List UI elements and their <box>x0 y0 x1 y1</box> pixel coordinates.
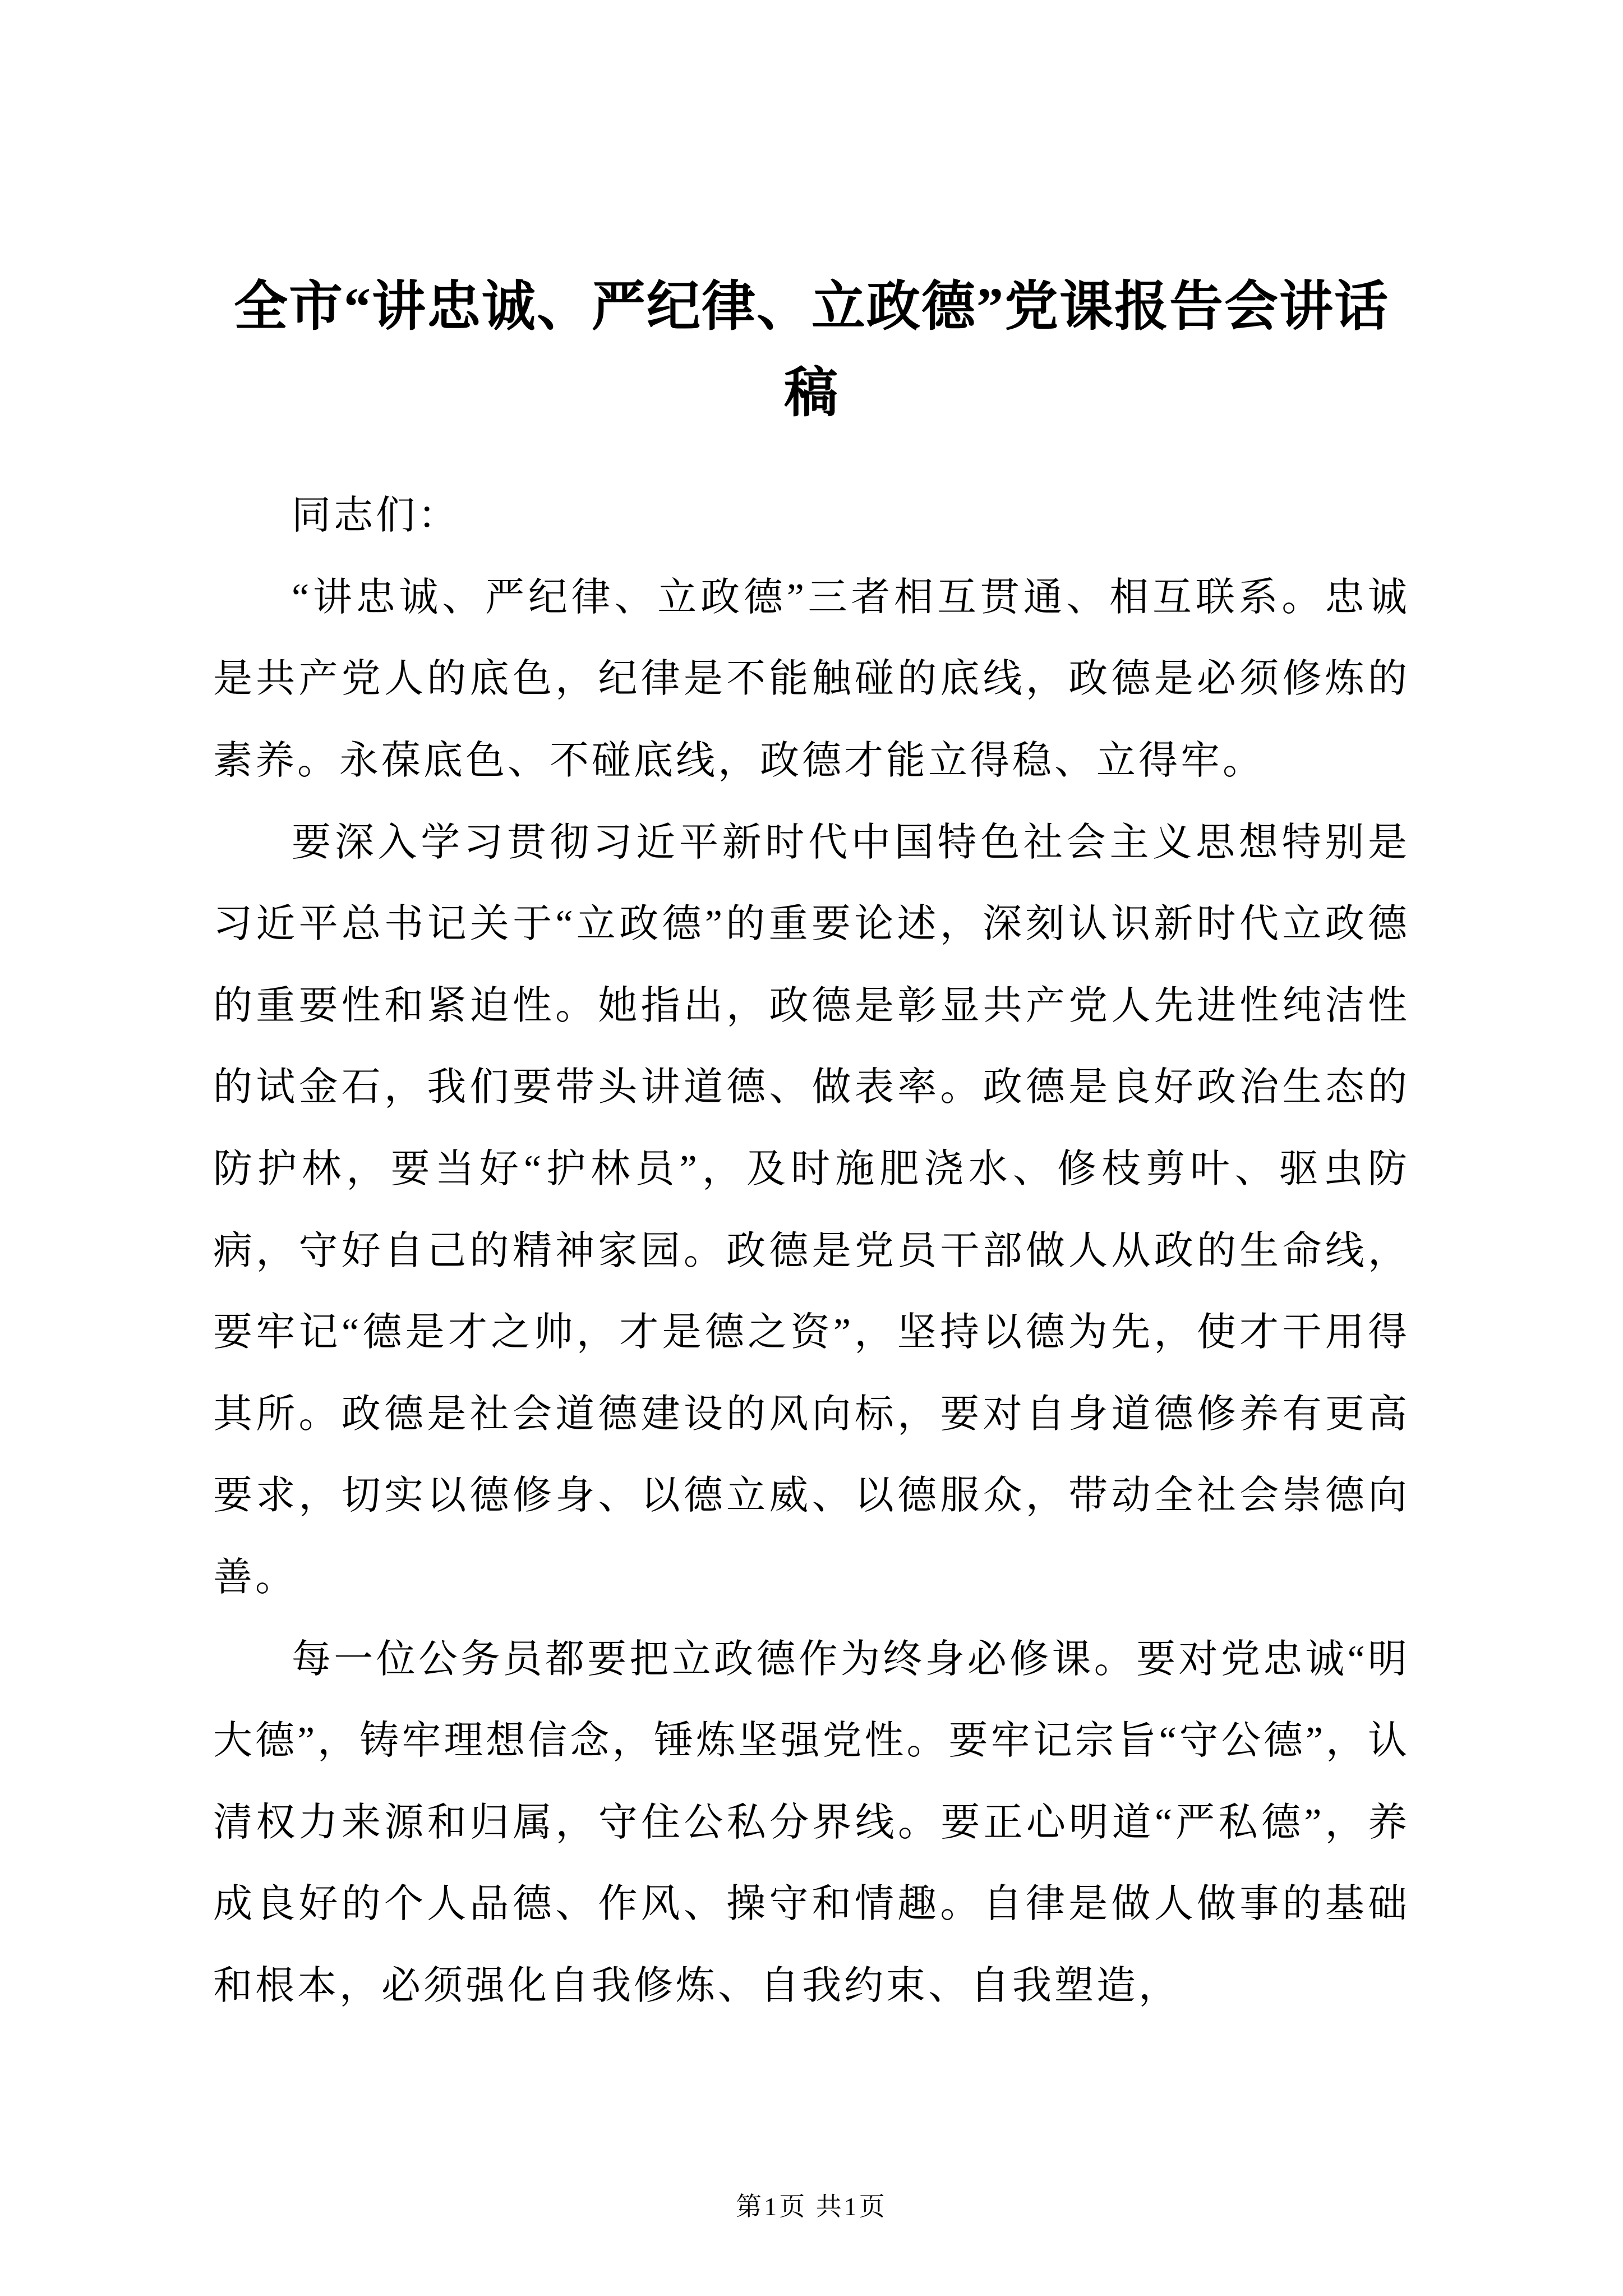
paragraph-3: 每一位公务员都要把立政德作为终身必修课。要对党忠诚“明大德”，铸牢理想信念，锤炼坚强党性。要牢记宗旨“守公德”，认清权力来源和归属，守住公私分界线。要正心明道“严私德”，养成良好的个人品德、作风、操守和情趣。自律是做人做事的基础和根本，必须强化自我修炼、自我约束、自我塑造， <box>213 1637 1410 2008</box>
document-body <box>213 475 1410 2027</box>
document-title: 全市“讲忠诚、严纪律、立政德”党课报告会讲话稿 <box>234 277 1389 423</box>
page-number-footer: 第1页 共1页 <box>736 2192 887 2221</box>
paragraph-salutation: 同志们： <box>292 494 460 538</box>
paragraph-1: “讲忠诚、严纪律、立政德”三者相互贯通、相互联系。忠诚是共产党人的底色，纪律是不能触碰的底线，政德是必须修炼的素养。永葆底色、不碰底线，政德才能立得稳、立得牢。 <box>213 576 1410 783</box>
paragraph-2: 要深入学习贯彻习近平新时代中国特色社会主义思想特别是习近平总书记关于“立政德”的重要论述，深刻认识新时代立政德的重要性和紧迫性。她指出，政德是彰显共产党人先进性纯洁性的试金石，我们要带头讲道德、做表率。政德是良好政治生态的防护林，要当好“护林员”，及时施肥浇水、修枝剪叶、驱虫防病，守好自己的精神家园。政德是党员干部做人从政的生命线，要牢记“德是才之帅，才是德之资”，坚持以德为先，使才干用得其所。政德是社会道德建设的风向标，要对自身道德修养有更高要求，切实以德修身、以德立威、以德服众，带动全社会崇德向善。 <box>213 821 1410 1599</box>
